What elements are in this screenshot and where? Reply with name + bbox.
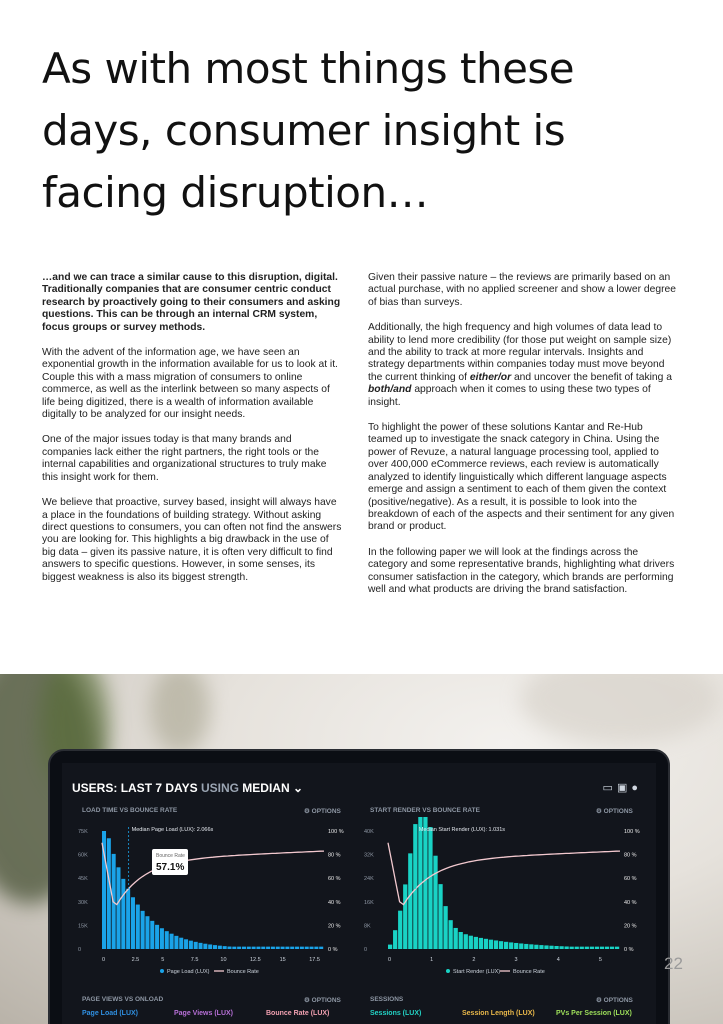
histogram-bar [141,911,145,949]
x-tick-label: 0 [102,957,106,963]
legend-label: Bounce Rate [513,969,545,975]
histogram-bar [484,939,488,949]
metric-page-load: Page Load (LUX) [82,1010,139,1017]
legend-label: Bounce Rate [227,969,259,975]
help-icon: ● [631,782,642,794]
emphasis-both-and: both/and [368,384,412,396]
histogram-bar [459,932,463,949]
histogram-bar [252,947,256,949]
options-button: ⚙ OPTIONS [304,997,341,1004]
load-time-chart [76,817,356,987]
y-tick-label: 40K [364,829,374,835]
y-tick-label: 32K [364,852,374,859]
histogram-bar [203,944,207,949]
histogram-bar [150,921,154,949]
x-tick-label: 3 [514,957,518,963]
lead-paragraph: …and we can trace a similar cause to this disruption, digital. Traditionally companies that are consumer centric conduct research by proactively going to their consumers and asking questions. This can be through an internal CRM system, focus groups or survey methods. [42,272,341,333]
options-button: ⚙ OPTIONS [304,808,341,815]
histogram-bar [131,897,135,949]
histogram-bar [136,905,140,949]
y2-tick-label: 100 % [624,829,640,835]
histogram-bar [610,947,614,949]
histogram-bar [413,824,417,949]
histogram-bar [585,947,589,949]
left-column [42,272,342,597]
y2-tick-label: 80 % [328,852,341,859]
page-title: As with most things these days, consumer insight is facing disruption… [42,44,575,217]
x-tick-label: 4 [556,957,560,963]
histogram-bar [121,879,125,949]
y2-tick-label: 40 % [328,899,341,906]
histogram-bar [145,916,149,949]
histogram-bar [494,940,498,949]
y2-tick-label: 60 % [624,876,637,883]
paragraph: With the advent of the information age, we have seen an exponential growth in the information available for us to look at it. Couple this with a mass migration of consumers to online commerce, as well as the interlink between so many aspects of life being digitized, there is a wealth of information available digitally to be analyzed for our insight needs. [42,347,338,421]
histogram-bar [261,947,265,949]
legend-label: Start Render (LUX) [453,969,501,975]
dashboard-header: USERS: LAST 7 DAYS USING MEDIAN ⌄ [72,781,304,795]
legend-swatch [446,969,450,973]
histogram-bar [227,947,231,949]
image-icon: ▣ [616,782,632,794]
panel-title-page-views: PAGE VIEWS VS ONLOAD [82,996,164,1003]
histogram-bar [184,939,188,949]
metric-bounce-rate: Bounce Rate (LUX) [266,1010,330,1017]
paragraph: We believe that proactive, survey based, insight will always have a place in the foundations of building strategy. Without asking direct questions to consumers, you can often not find the answers you are looking for. This highlights a big drawback in the use of big data – given its passive nature, it is often very difficult to find answers to specific questions. However, in some senses, its biggest weakness is also its biggest strength. [42,497,342,583]
x-tick-label: 10 [220,957,227,963]
histogram-bar [423,817,427,949]
histogram-bar [570,947,574,949]
y-tick-label: 0 [78,947,82,953]
y2-tick-label: 0 % [624,947,634,953]
y2-tick-label: 40 % [624,899,637,906]
histogram-bar [281,947,285,949]
y-tick-label: 16K [364,899,374,906]
histogram-bar [433,856,437,949]
x-tick-label: 5 [598,957,602,963]
histogram-bar [285,947,289,949]
x-tick-label: 5 [161,957,165,963]
x-tick-label: 7.5 [190,957,199,963]
histogram-bar [544,945,548,949]
tooltip-label: Bounce Rate [156,853,185,859]
histogram-bar [237,947,241,949]
y2-tick-label: 20 % [624,923,637,930]
y-tick-label: 30K [78,899,88,906]
start-render-chart [362,817,652,987]
histogram-bar [232,947,236,949]
histogram-bar [565,946,569,949]
dashboard-toolbar [603,781,642,794]
histogram-bar [489,940,493,949]
histogram-bar [160,928,164,949]
laptop-dashboard-photo [0,674,723,1024]
histogram-bar [256,947,260,949]
histogram-bar [559,946,563,949]
histogram-bar [449,920,453,949]
legend-label: Page Load (LUX) [167,969,210,975]
x-tick-label: 1 [430,957,434,963]
histogram-bar [403,884,407,949]
y-tick-label: 45K [78,876,88,883]
median-label: Median Page Load (LUX): 2.066s [131,827,214,833]
histogram-bar [479,938,483,949]
metric-session-length: Session Length (LUX) [462,1010,535,1017]
options-button: ⚙ OPTIONS [596,808,633,815]
histogram-bar [208,944,212,949]
y2-tick-label: 0 % [328,947,338,953]
histogram-bar [605,947,609,949]
histogram-bar [534,945,538,949]
x-tick-label: 15 [279,957,286,963]
y-tick-label: 24K [364,876,374,883]
histogram-bar [247,947,251,949]
histogram-bar [499,941,503,949]
histogram-bar [155,925,159,949]
histogram-bar [276,947,280,949]
histogram-bar [529,944,533,949]
histogram-bar [464,934,468,949]
y-tick-label: 75K [78,829,88,835]
histogram-bar [319,947,323,949]
histogram-bar [590,947,594,949]
metric-page-views: Page Views (LUX) [174,1010,234,1017]
histogram-bar [600,947,604,949]
emphasis-either-or: either/or [469,371,512,383]
panel-title-start-render: START RENDER VS BOUNCE RATE [370,807,480,814]
histogram-bar [504,942,508,949]
x-tick-label: 0 [388,957,392,963]
paragraph: Additionally, the high frequency and high volumes of data lead to ability to lend more credibility (for those put weight on sample size) and the ability to track at more regular intervals. Insights and strategy departments within companies today must move beyond the current thinking of either/or and uncover the benefit of taking a both/and approach when it comes to using these two types of insight. [368,322,672,408]
histogram-bar [539,945,543,949]
y2-tick-label: 80 % [624,852,637,859]
paragraph: In the following paper we will look at the findings across the category and some representative brands, highlighting what drivers consumer satisfaction in the category, which brands are performing well and what products are driving the brand satisfaction. [368,546,675,595]
bounce-rate-line [388,843,620,905]
histogram-bar [290,947,294,949]
panel-title-sessions: SESSIONS [370,996,404,1003]
histogram-bar [194,942,198,949]
histogram-bar [524,944,528,949]
histogram-bar [469,936,473,949]
tooltip-value: 57.1% [156,862,185,873]
histogram-bar [223,946,227,949]
paragraph: To highlight the power of these solutions Kantar and Re-Hub teamed up to investigate the snack category in China. Using the power of Revuze, a natural language processing tool, applied to over 400,000 eCommerce reviews, each review is automatically analyzed to identify linguistically which different language aspects emerge and assign a sentiment to each of them given the context (positive/negative). As a result, it is possible to look into the breakdown of each of the aspects and their sentiment for any given brand or product. [368,422,675,533]
histogram-bar [271,947,275,949]
paragraph: One of the major issues today is that many brands and companies lack either the right partners, the right tools or the internal capabilities and organizational structures to truly make this insight work for them. [42,434,327,483]
histogram-bar [554,946,558,949]
y-tick-label: 60K [78,852,88,859]
y-tick-label: 0 [364,947,368,953]
histogram-bar [174,936,178,949]
y2-tick-label: 100 % [328,829,344,835]
right-column [368,272,678,609]
histogram-bar [575,947,579,949]
laptop [48,749,670,1024]
histogram-bar [165,931,169,949]
histogram-bar [454,928,458,949]
histogram-bar [295,947,299,949]
histogram-bar [580,947,584,949]
options-button: ⚙ OPTIONS [596,997,633,1004]
metric-sessions: Sessions (LUX) [370,1010,422,1017]
histogram-bar [314,947,318,949]
chevron-down-icon: ⌄ [292,781,304,795]
histogram-bar [266,947,270,949]
histogram-bar [170,934,174,949]
histogram-bar [408,853,412,949]
x-tick-label: 2.5 [131,957,140,963]
histogram-bar [393,930,397,949]
x-tick-label: 17.5 [309,957,320,963]
histogram-bar [438,884,442,949]
histogram-bar [213,945,217,949]
median-label: Median Start Render (LUX): 1.031s [418,827,506,833]
y2-tick-label: 60 % [328,876,341,883]
bounce-rate-line [102,843,324,905]
histogram-bar [242,947,246,949]
legend-swatch [160,969,164,973]
histogram-bar [514,943,518,949]
histogram-bar [218,946,222,949]
y2-tick-label: 20 % [328,923,341,930]
histogram-bar [428,827,432,949]
histogram-bar [310,947,314,949]
histogram-bar [398,911,402,949]
histogram-bar [107,838,111,949]
histogram-bar [443,906,447,949]
histogram-bar [189,941,193,949]
monitor-icon: ▭ [602,782,617,794]
histogram-bar [388,945,392,949]
y-tick-label: 15K [78,923,88,930]
page-number: 22 [664,954,683,973]
panel-title-load-time: LOAD TIME VS BOUNCE RATE [82,807,178,814]
histogram-bar [474,937,478,949]
x-tick-label: 12.5 [250,957,261,963]
paragraph: Given their passive nature – the reviews are primarily based on an actual purchase, with no applied screener and show a lower degree of bias than surveys. [368,272,676,308]
histogram-bar [595,947,599,949]
metric-pvs-per-session: PVs Per Session (LUX) [556,1010,632,1017]
x-tick-label: 2 [472,957,476,963]
histogram-bar [126,889,130,949]
histogram-bar [300,947,304,949]
histogram-bar [509,942,513,949]
histogram-bar [519,943,523,949]
y-tick-label: 8K [364,923,371,930]
dashboard-screen [62,763,656,1024]
histogram-bar [549,946,553,949]
histogram-bar [199,943,203,949]
histogram-bar [615,947,619,949]
histogram-bar [116,867,120,949]
histogram-bar [305,947,309,949]
histogram-bar [179,938,183,949]
